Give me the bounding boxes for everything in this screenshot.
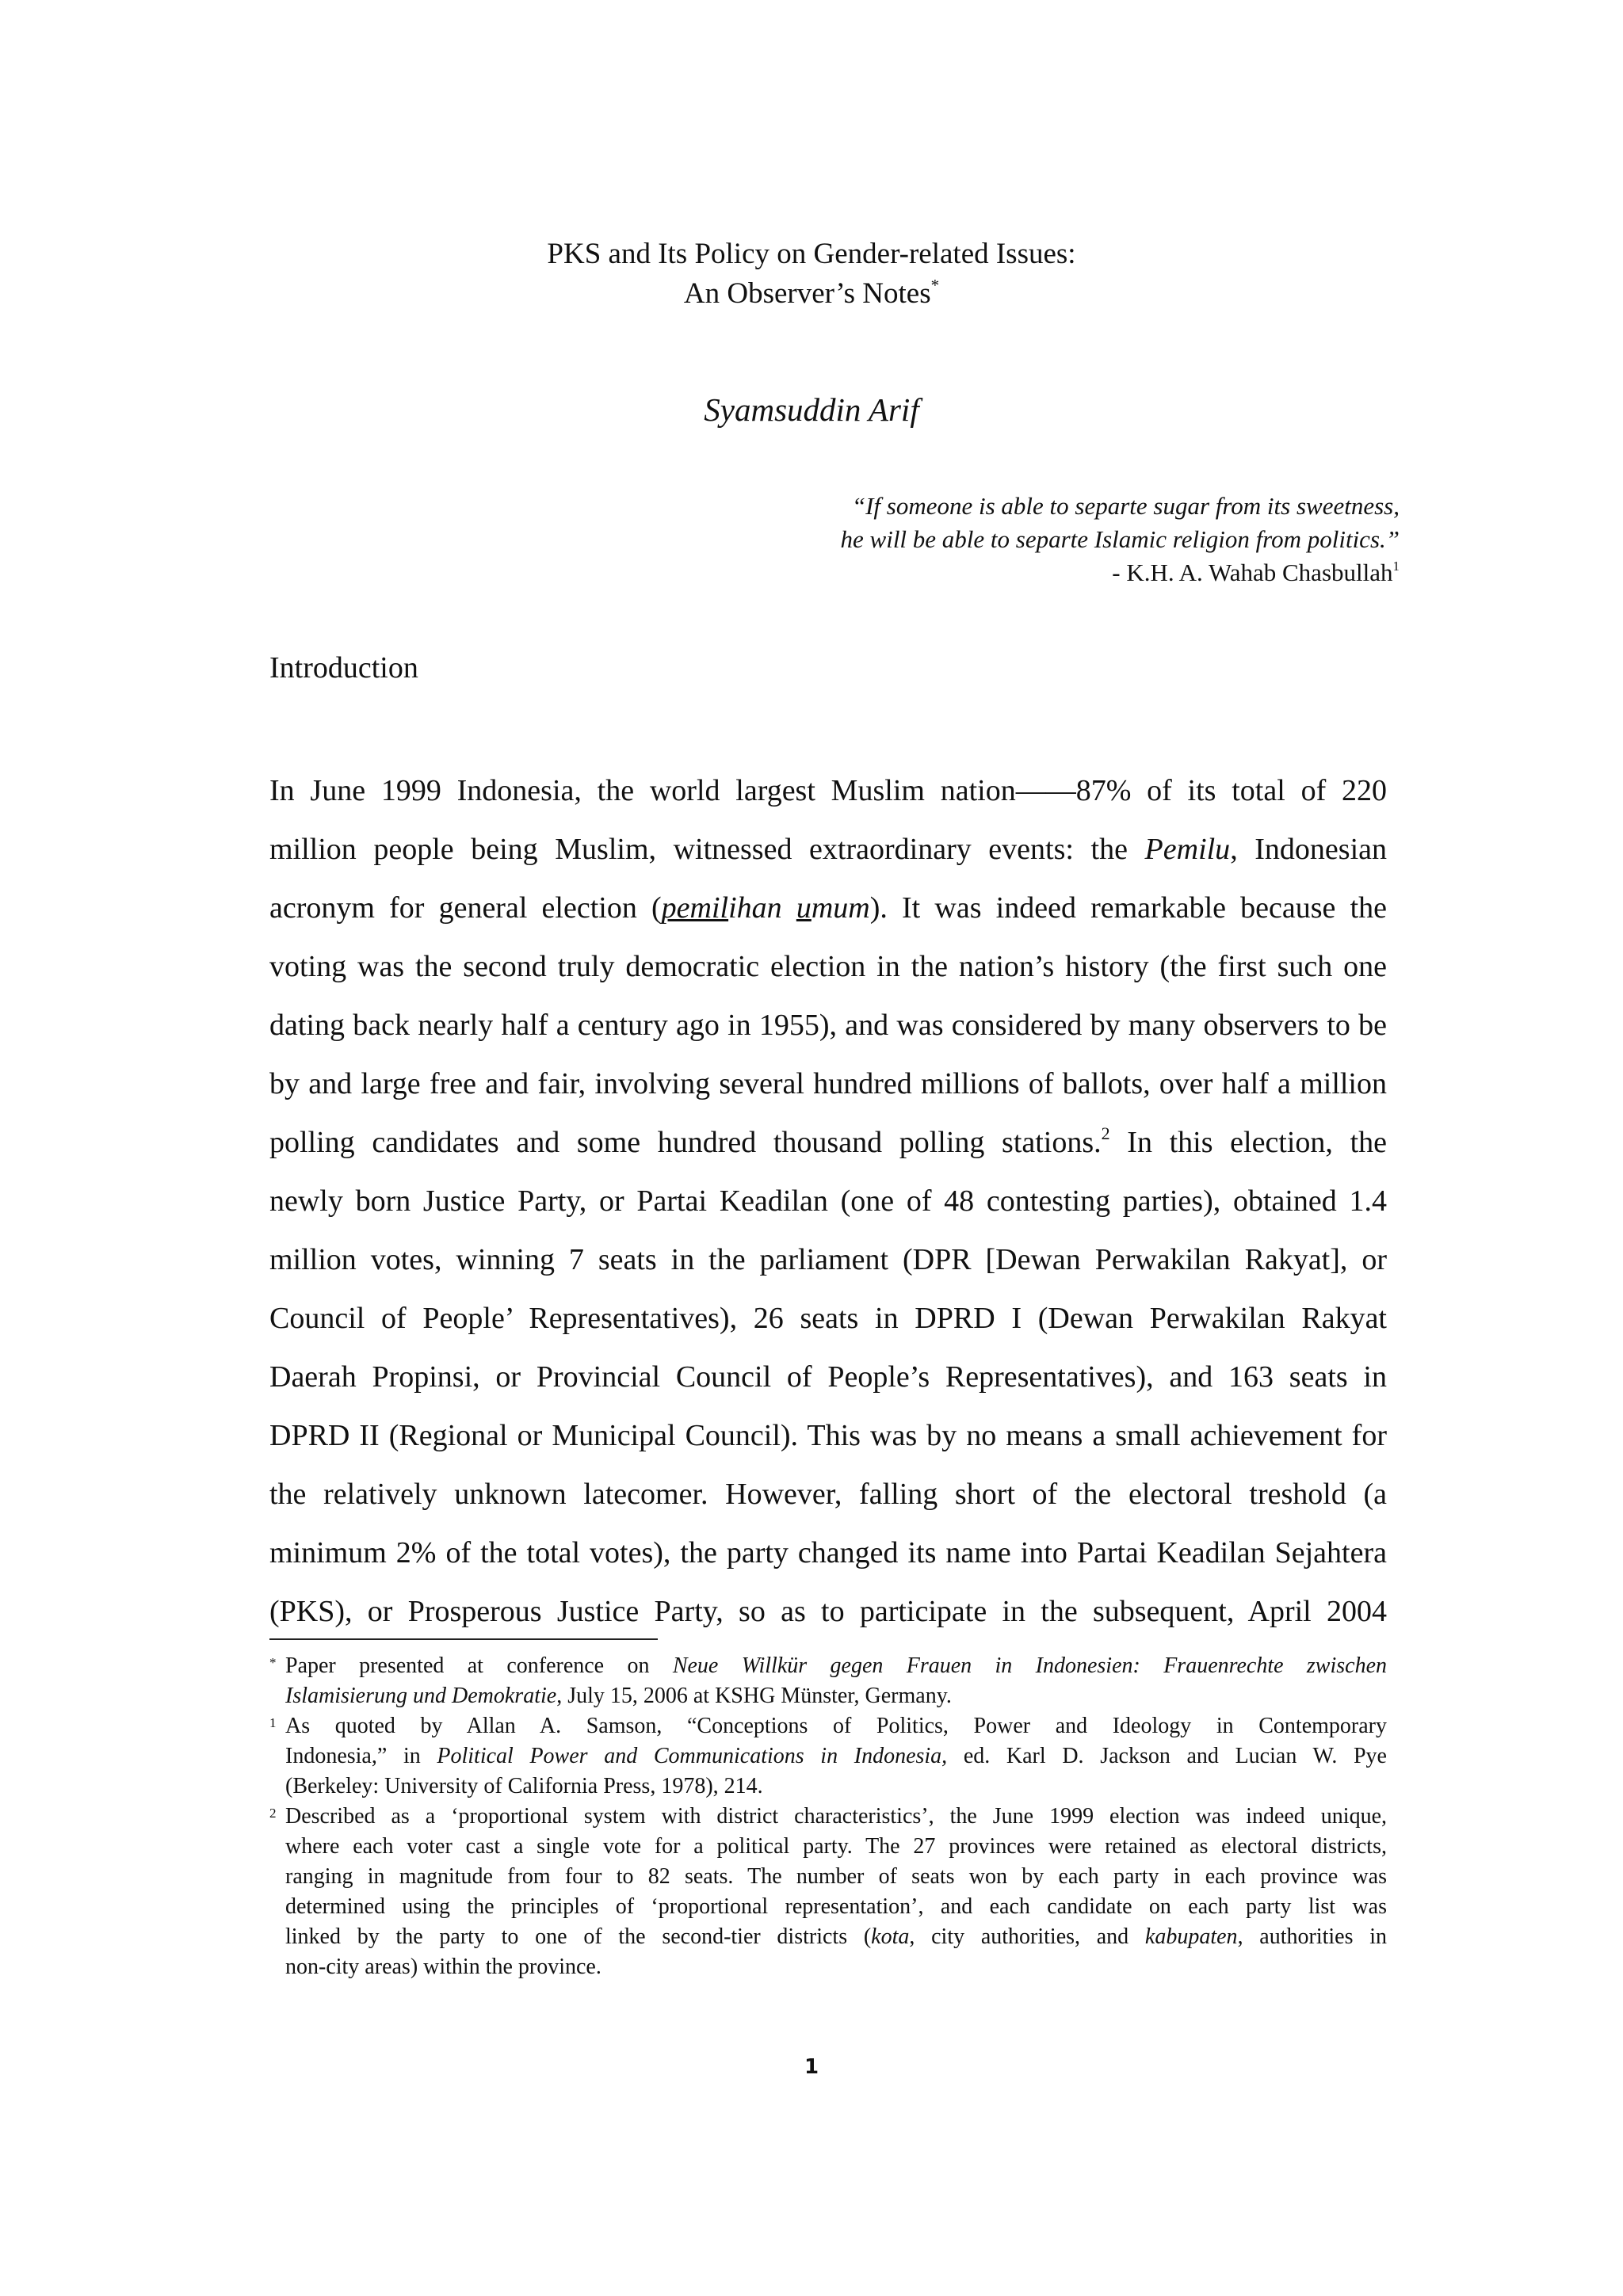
page-number: 1 (804, 2055, 819, 2079)
body-line: (PKS), or Prosperous Justice Party, so as to participate in the subsequent, April 2004 (269, 1595, 1387, 1628)
footnote-1: 1 As quoted by Allan A. Samson, “Conceptions of Politics, Power and Ideology in Contemporary Indonesia,” in Political Power and Communications in Indonesia, ed. Karl D. Jackson and Lucian W. Pye (Berkeley: University of California Press, 1978), 214. (269, 1711, 1387, 1802)
body-line: the relatively unknown latecomer. However, falling short of the electoral treshold (a (269, 1478, 1387, 1511)
footnote-star: * Paper presented at conference on Neue Willkür gegen Frauen in Indonesien: Frauenrechte zwischen Islamisierung und Demokratie, July 15, 2006 at KSHG Münster, Germany. (269, 1651, 1387, 1711)
body-line: DPRD II (Regional or Municipal Council). This was by no means a small achievement for (269, 1419, 1387, 1452)
footnote-2: 2 Described as a ‘proportional system with district characteristics’, the June 1999 election was indeed unique, where each voter cast a single vote for a political party. The 27 provinces were retained as electoral districts, ranging in magnitude from four to 82 seats. The number of seats won by each party in each province was determined using the principles of ‘proportional representation’, and each candidate on each party list was linked by the party to one of the second-tier districts (kota, city authorities, and kabupaten, authorities in non-city areas) within the province. (269, 1802, 1387, 1982)
body-line: by and large free and fair, involving several hundred millions of ballots, over half a million (269, 1067, 1387, 1100)
body-line: million votes, winning 7 seats in the parliament (DPR [Dewan Perwakilan Rakyat], or (269, 1243, 1387, 1276)
body-line: polling candidates and some hundred thousand polling stations.$^2$ In this election, the (269, 1123, 1387, 1159)
footnote-star-mark: * (269, 1655, 277, 1670)
epigraph-footnote-mark[interactable]: 1 (1392, 559, 1400, 574)
epigraph-attribution: - K.H. A. Wahab Chasbullah$^1$ (1112, 559, 1400, 586)
body-line: In June 1999 Indonesia, the world largest Muslim nation——87% of its total of 220 (269, 774, 1387, 807)
footnote-separator (269, 1638, 658, 1640)
title-footnote-mark[interactable]: * (930, 276, 940, 295)
section-heading-introduction: Introduction (269, 651, 418, 685)
body-line: dating back nearly half a century ago in 1955), and was considered by many observers to be (269, 1009, 1387, 1042)
body-line: million people being Muslim, witnessed extraordinary events: the Pemilu, Indonesian (269, 833, 1388, 866)
author-name: Syamsuddin Arif (704, 391, 919, 428)
body-line: newly born Justice Party, or Partai Keadilan (one of 48 contesting parties), obtained 1.4 (269, 1184, 1387, 1218)
body-paragraph (269, 761, 1387, 1641)
paper-title-line-1: PKS and Its Policy on Gender-related Issues: (547, 238, 1076, 270)
body-line: acronym for general election (pemilihan umum). It was indeed remarkable because the (269, 891, 1387, 925)
body-line: Council of People’ Representatives), 26 seats in DPRD I (Dewan Perwakilan Rakyat (269, 1302, 1387, 1335)
footnotes (269, 1651, 1387, 1982)
epigraph-line-2: he will be able to separte Islamic religion from politics.” (840, 525, 1400, 553)
footnote-1-mark: 1 (269, 1715, 277, 1730)
body-line: minimum 2% of the total votes), the party changed its name into Partai Keadilan Sejahtera (269, 1536, 1387, 1569)
body-line: Daerah Propinsi, or Provincial Council of People’s Representatives), and 163 seats in (269, 1360, 1387, 1394)
paper-title-line-2: An Observer’s Notes* (683, 276, 940, 310)
epigraph-line-1: “If someone is able to separte sugar from its sweetness, (851, 492, 1400, 520)
body-line: voting was the second truly democratic election in the nation’s history (the first such one (269, 950, 1387, 983)
footnote-2-mark[interactable]: 2 (1101, 1123, 1110, 1143)
footnote-2-note-mark: 2 (269, 1806, 277, 1821)
